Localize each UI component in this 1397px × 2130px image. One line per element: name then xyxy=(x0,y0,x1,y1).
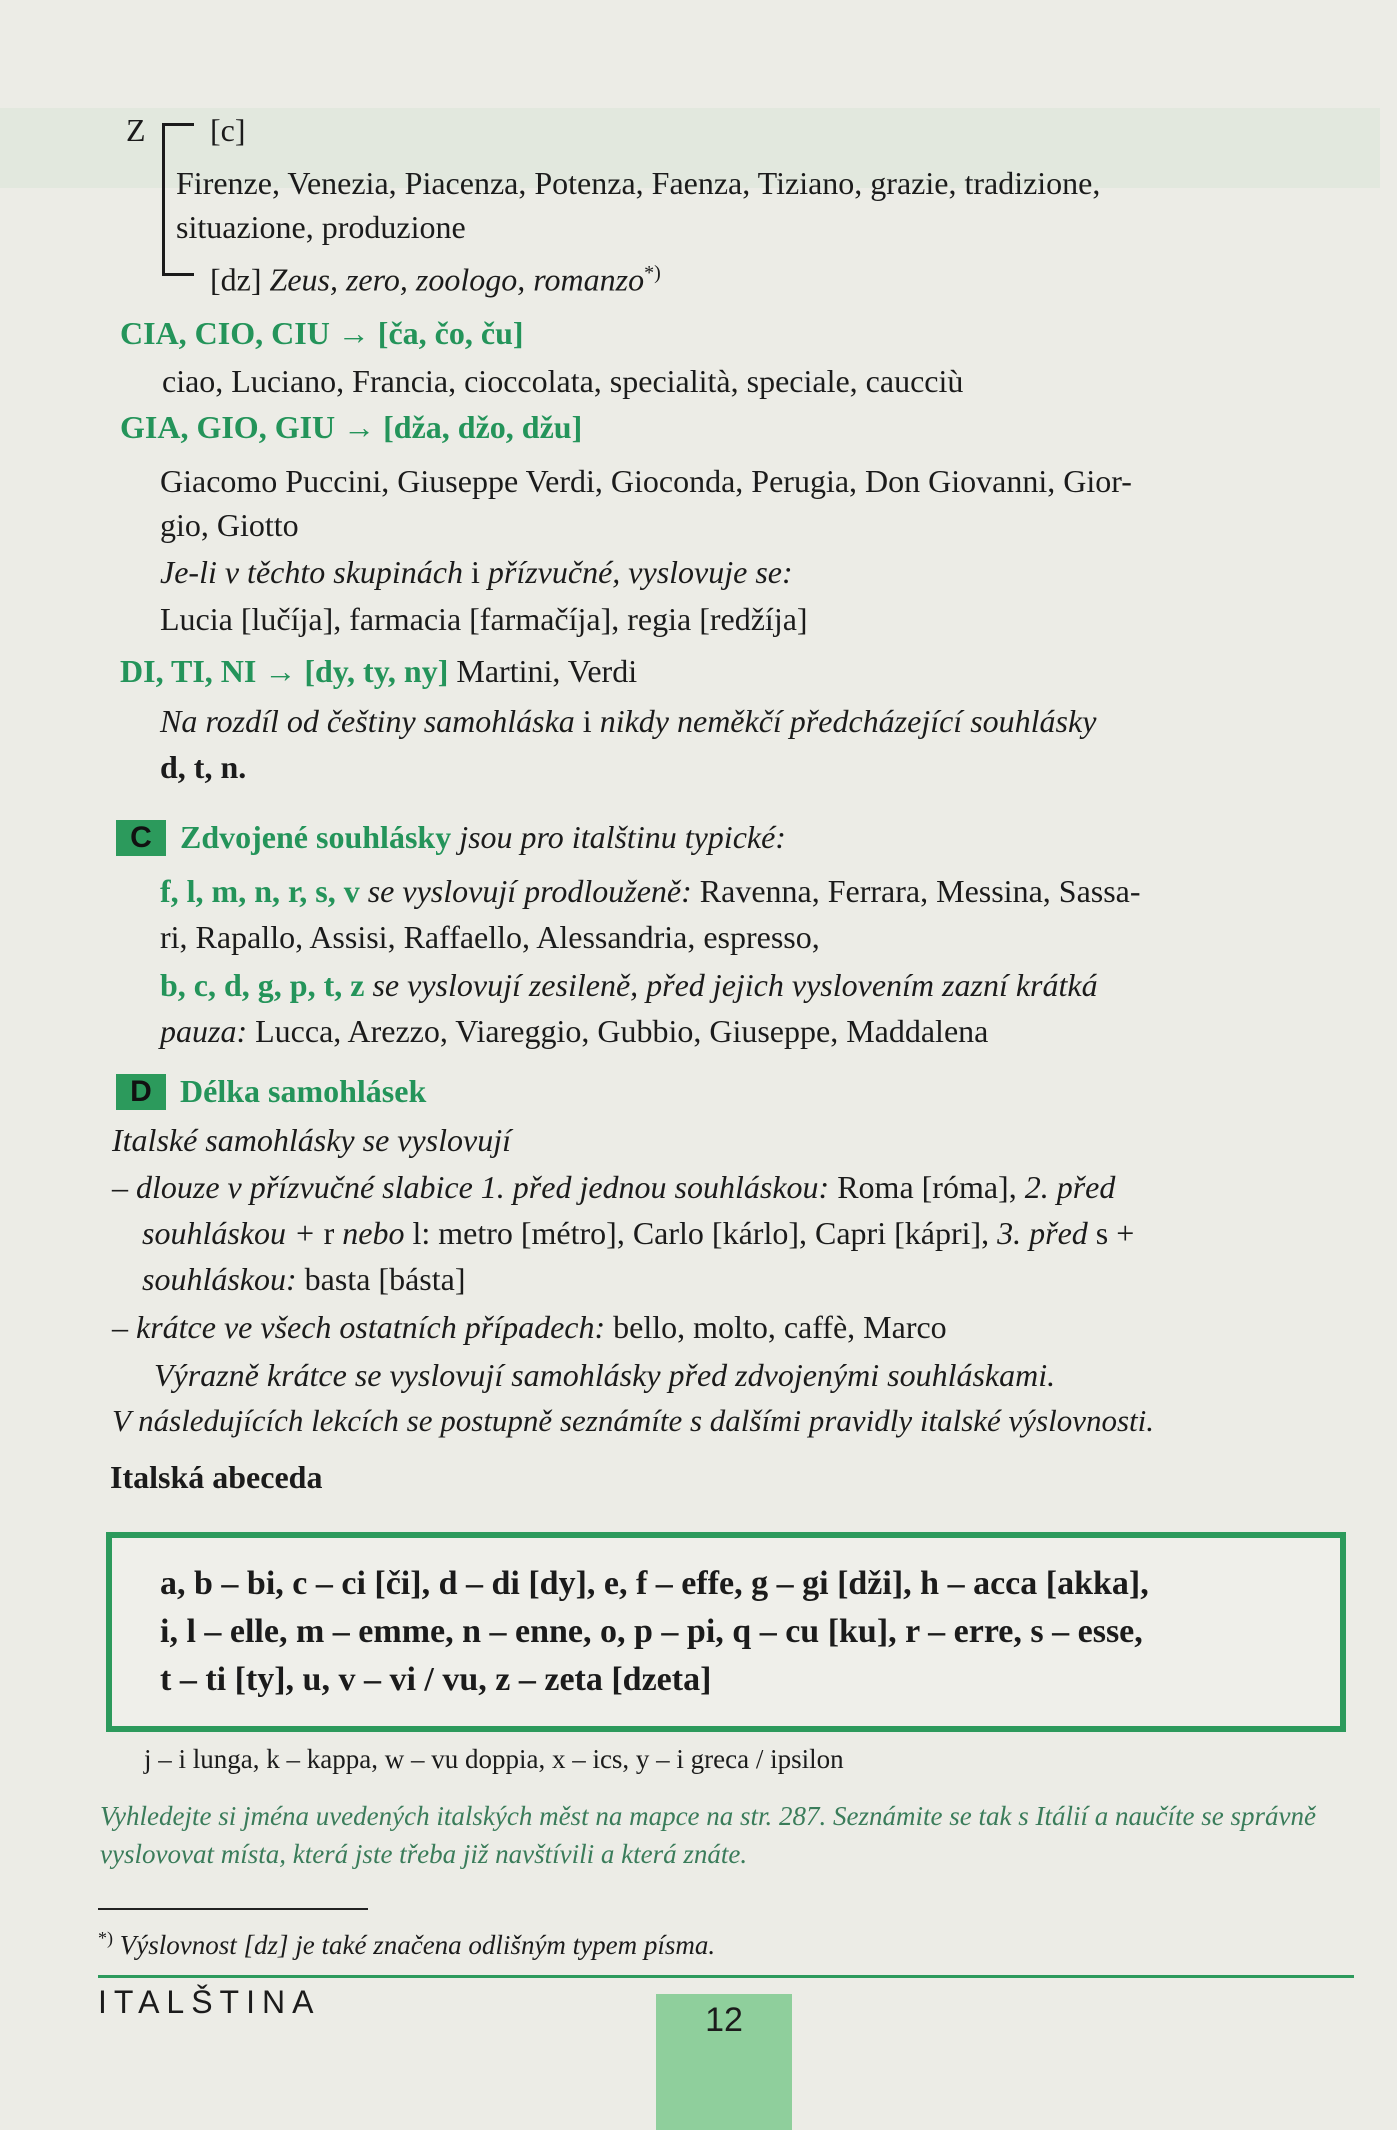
section-c-title: Zdvojené souhlásky xyxy=(180,819,452,855)
strong-letters: b, c, d, g, p, t, z xyxy=(160,967,365,1003)
long-2d: l xyxy=(412,1215,422,1251)
z-dz-examples: Zeus, zero, zoologo, romanzo xyxy=(269,261,645,298)
section-d-long-3 xyxy=(142,1259,465,1299)
section-d-short xyxy=(112,1307,947,1347)
footnote-rule xyxy=(98,1908,368,1910)
long-2a: souhláskou + xyxy=(142,1215,324,1251)
long-2b: r xyxy=(323,1215,335,1251)
strong-text-1: se vyslovují zesileně, před jejich vyslovením zazní krátká xyxy=(364,967,1098,1003)
z-letter: Z xyxy=(126,112,146,148)
long-2f: 3. před xyxy=(997,1215,1088,1251)
section-c-long xyxy=(160,871,1141,911)
gia-rule-c: přízvučné, vyslovuje se: xyxy=(487,554,793,590)
dtn-line xyxy=(120,651,637,691)
section-c-heading xyxy=(116,817,786,859)
long-2e: : metro [métro], Carlo [kárlo], Capri [kápri], xyxy=(421,1215,998,1251)
section-d-short-note: Výrazně krátce se vyslovují samohlásky před zdvojenými souhláskami. xyxy=(154,1357,1056,1393)
dtn-head: DI, TI, NI → [dy, ty, ny] xyxy=(120,653,449,689)
long-2g: s + xyxy=(1087,1215,1135,1251)
long-examples-1: Ravenna, Ferrara, Messina, Sassa- xyxy=(691,873,1141,909)
long-letters: f, l, m, n, r, s, v xyxy=(160,873,360,909)
z-bracket xyxy=(162,125,175,275)
gia-stress-examples: Lucia [lučíja], farmacia [farmačíja], regia [redžíja] xyxy=(160,601,808,637)
z-c-examples-1: Firenze, Venezia, Piacenza, Potenza, Faenza, Tiziano, grazie, tradizione, xyxy=(176,165,1101,201)
alphabet-line-1: a, b – bi, c – ci [či], d – di [dy], e, f – effe, g – gi [dži], h – acca [akka], xyxy=(160,1565,1149,1602)
section-d-badge: D xyxy=(116,1074,166,1110)
footer-title: ITALŠTINA xyxy=(98,1984,321,2020)
z-c-examples-2: situazione, produzione xyxy=(176,209,466,245)
gia-examples-1: Giacomo Puccini, Giuseppe Verdi, Gioconda, Perugia, Don Giovanni, Gior- xyxy=(160,463,1132,499)
section-d-heading xyxy=(116,1071,426,1113)
footnote xyxy=(98,1920,715,1963)
gia-rule-b: i xyxy=(462,554,488,590)
next-lessons: V následujících lekcích se postupně seznámíte s dalšími pravidly italské výslovnosti. xyxy=(112,1403,1155,1438)
z-arrow-bottom xyxy=(162,273,194,276)
alphabet-extra: j – i lunga, k – kappa, w – vu doppia, x – ics, y – i greca / ipsilon xyxy=(144,1744,844,1774)
section-c-strong xyxy=(160,965,1098,1005)
footnote-mark: *) xyxy=(98,1928,113,1948)
dtn-rule xyxy=(160,701,1096,741)
alphabet-line-3: t – ti [ty], u, v – vi / vu, z – zeta [dzeta] xyxy=(160,1661,712,1698)
cia-examples: ciao, Luciano, Francia, cioccolata, specialità, speciale, caucciù xyxy=(162,363,964,399)
cia-head: CIA, CIO, CIU → [ča, čo, ču] xyxy=(120,315,524,351)
dtn-rule-a: Na rozdíl od češtiny samohláska xyxy=(160,703,575,739)
section-c-strong-2 xyxy=(160,1011,988,1051)
gia-rule xyxy=(160,552,793,592)
long-3b: basta [básta] xyxy=(296,1261,466,1297)
alphabet-box xyxy=(106,1532,1346,1732)
z-dz-mark: *) xyxy=(644,262,661,284)
gia-examples-2: gio, Giotto xyxy=(160,507,299,543)
page-number: 12 xyxy=(656,1994,792,2130)
map-note: Vyhledejte si jména uvedených italských měst na mapce na str. 287. Seznámite se tak s Itálií a naučíte se správně vyslovovat místa, která jste třeba již navštívili a která znáte. xyxy=(100,1801,1316,1869)
footer-rule xyxy=(98,1975,1354,1978)
long-text: se vyslovují prodlouženě: xyxy=(359,873,692,909)
section-c-badge: C xyxy=(116,820,166,856)
section-d-intro: Italské samohlásky se vyslovují xyxy=(112,1122,511,1158)
long-2c: nebo xyxy=(334,1215,413,1251)
dtn-rule-b: i xyxy=(574,703,600,739)
z-dz-line xyxy=(210,253,661,300)
dtn-rule-c: nikdy neměkčí předcházející souhlásky xyxy=(599,703,1097,739)
strong-examples: Lucca, Arezzo, Viareggio, Gubbio, Giuseppe, Maddalena xyxy=(247,1013,989,1049)
section-d-long-1 xyxy=(112,1167,1115,1207)
strong-text-2: pauza: xyxy=(160,1013,248,1049)
alphabet-line-2: i, l – elle, m – emme, n – enne, o, p – pi, q – cu [ku], r – erre, s – esse, xyxy=(160,1613,1143,1650)
section-d-title: Délka samohlásek xyxy=(180,1073,427,1109)
alphabet-title: Italská abeceda xyxy=(110,1459,323,1495)
dtn-examples: Martini, Verdi xyxy=(448,653,638,689)
section-d-long-2 xyxy=(142,1213,1134,1253)
long-examples-2: ri, Rapallo, Assisi, Raffaello, Alessandria, espresso, xyxy=(160,919,820,955)
long-3a: souhláskou: xyxy=(142,1261,297,1297)
dtn-letters: d, t, n. xyxy=(160,749,247,785)
short-b: bello, molto, caffè, Marco xyxy=(605,1309,947,1345)
long-1c: 2. před xyxy=(1024,1169,1116,1205)
short-a: – krátce ve všech ostatních případech: xyxy=(112,1309,606,1345)
gia-head: GIA, GIO, GIU → [dža, džo, džu] xyxy=(120,409,583,445)
footnote-text: Výslovnost [dz] je také značena odlišným typem písma. xyxy=(113,1930,716,1960)
section-c-subtitle: jsou pro italštinu typické: xyxy=(451,819,786,855)
long-1a: – dlouze v přízvučné slabice 1. před jednou souhláskou: xyxy=(112,1169,830,1205)
z-dz-sound: [dz] xyxy=(210,261,262,298)
z-c-sound: [c] xyxy=(210,112,246,148)
gia-rule-a: Je-li v těchto skupinách xyxy=(160,554,463,590)
long-1b: Roma [róma], xyxy=(829,1169,1025,1205)
